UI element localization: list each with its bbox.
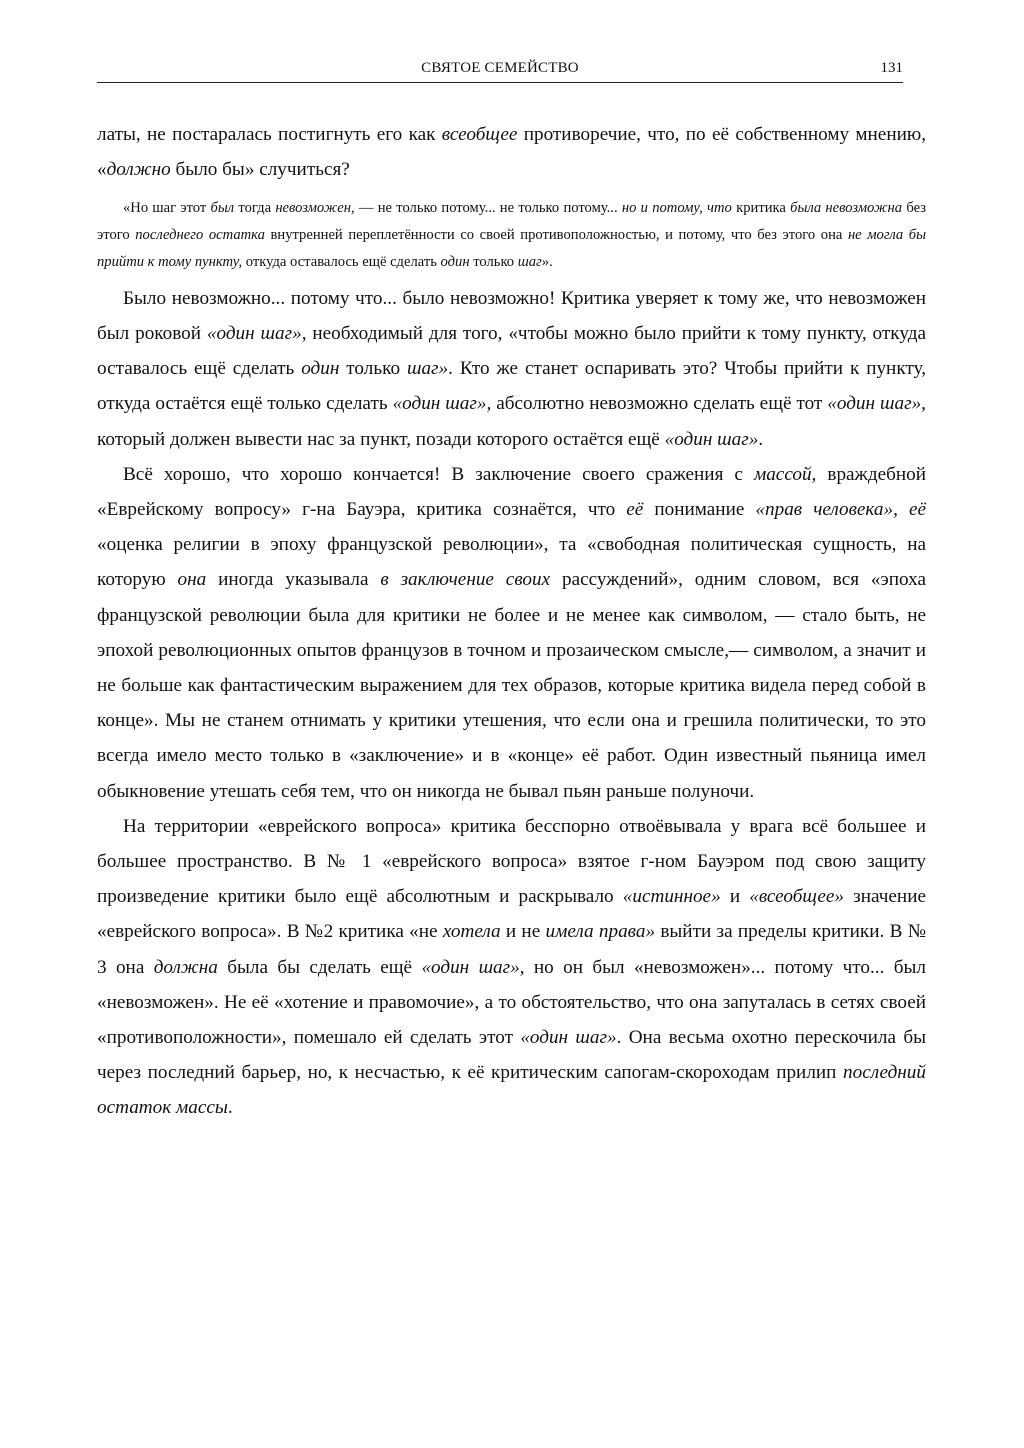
text-run: «Но шаг этот [123,200,211,217]
italic-text: не могла бы прийти к тому пункту, [97,227,926,270]
paragraph [97,281,926,457]
italic-text: всеобщее [441,124,518,145]
paragraph [97,809,926,1126]
text-run: . Кто же станет оспаривать это? Чтобы прийти к пункту, откуда остаётся ещё только сделать [97,358,926,415]
text-run: и [720,886,750,908]
italic-text: хотела [442,921,501,943]
text-run: тогда [234,200,276,217]
text-run: но он был «невозможен»... потому что... был «невозможен». Не её «хотение и правомочие», а то обстоятельство, что она запуталась в сетях своей «противоположности», помешало ей сделать этот [97,956,926,1049]
italic-text: «истинное» [622,886,721,908]
text-run: было бы» случиться? [170,159,350,181]
italic-text: она [177,569,207,591]
italic-text: «один шаг», [421,956,525,978]
italic-text: «прав человека», её [755,499,926,521]
text-run: внутренней переплетённости со своей противоположностью, и потому, что без этого она [264,227,848,244]
paragraph [97,457,926,809]
italic-text: «один шаг», [827,393,926,415]
text-run: Всё хорошо, что хорошо кончается! В заключение своего сражения с [123,463,754,485]
running-header [97,58,903,83]
header-title: СВЯТОЕ СЕМЕЙСТВО [421,60,579,76]
text-run: значение «еврейского вопроса». В №2 критика «не [97,886,926,943]
italic-text: «всеобщее» [749,886,845,908]
text-run: ». [541,254,553,270]
italic-text: последнего остатка [135,227,265,244]
text-run: необходимый для того, «чтобы можно было прийти к тому пункту, откуда оставалось ещё сделать [97,323,926,380]
text-run: латы, не постаралась постигнуть его как [97,124,442,145]
text-run: — не только потому... не только потому... [354,200,622,217]
paragraph-continuation [97,117,926,187]
text-run: На территории «еврейского вопроса» критика бесспорно отвоёвывала у врага всё большее и большее пространство. В № 1 «еврейского вопроса» взятое г-ном Бауэром под свою защиту произведение критики было ещё абсолютным и раскрывало [97,815,926,908]
text-run: критика [731,200,791,217]
italic-text: последний остаток массы [97,1062,926,1119]
italic-text: шаг» [406,358,449,380]
italic-text: её [626,499,644,521]
italic-text: невозможен, [275,200,355,217]
italic-text: «один шаг» [520,1027,617,1049]
italic-text: массой, [753,463,817,485]
text-run: . [227,1097,233,1119]
text-run: . Она весьма охотно перескочила бы через последний барьер, но, к несчастью, к её критическим сапогам-скороходам прилип [97,1027,926,1084]
italic-text: должна [153,956,218,978]
italic-text: но и потому, что [621,200,732,217]
italic-text: была невозможна [790,200,903,217]
text-run: только [339,358,407,380]
text-run: враждебной «Еврейскому вопросу» г-на Бауэра, критика сознаётся, что [97,463,926,521]
text-run: без этого [97,200,927,244]
text-run: и не [500,921,546,943]
block-quote [97,195,926,275]
italic-text: был [210,200,235,217]
page-number: 131 [880,60,903,76]
text-run: только [469,254,518,270]
text-run: выйти за пределы критики. В № 3 она [97,921,926,978]
text-run: «оценка религии в эпоху французской революции», та «свободная политическая сущность, на которую [97,534,926,591]
text-run: откуда оставалось ещё сделать [242,254,441,270]
italic-text: «один шаг», [392,393,492,415]
italic-text: один [301,358,340,380]
text-run: иногда указывала [206,569,381,591]
italic-text: шаг [517,254,542,270]
italic-text: в заключение своих [380,569,551,591]
text-run: абсолютно невозможно сделать ещё тот [491,393,828,415]
text-run: понимание [643,499,756,521]
text-run: который должен вывести нас за пункт, позади которого остаётся ещё [97,428,665,450]
text-run: Было невозможно... потому что... было невозможно! Критика уверяет к тому же, что невозможен был роковой [97,287,926,344]
italic-text: один [440,254,470,270]
italic-text: «один шаг» [664,428,759,450]
italic-text: имела права» [545,921,656,943]
text-run: противоречие, что, по её собственному мнению, « [97,124,926,181]
text-run: . [758,428,764,450]
italic-text: должно [106,159,171,181]
text-run: рассуждений», одним словом, вся «эпоха французской революции была для критики не более и не менее как символом, — стало быть, не эпохой революционных опытов французов в точном и прозаическом смысле,— символом, а значит и не больше как фантастическим выражением для тех образов, которые критика видела перед собой в конце». Мы не станем отнимать у критики утешения, что если она и грешила политически, то это всегда имело место только в «заключение» и в «конце» её работ. Один известный пьяница имел обыкновение утешать себя тем, что он никогда не бывал пьян раньше полуночи. [97,569,926,802]
italic-text: «один шаг», [206,323,307,344]
text-run: была бы сделать ещё [217,956,422,978]
page-body [97,117,926,1126]
